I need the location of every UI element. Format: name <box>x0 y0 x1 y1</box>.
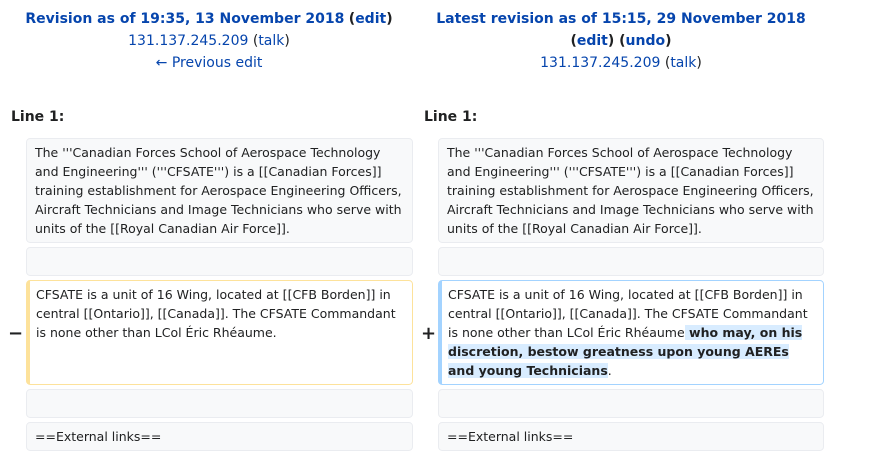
right-revision-header <box>412 8 830 74</box>
paren: ( <box>252 33 259 49</box>
context-paragraph-right: The '''Canadian Forces School of Aerospace Technology and Engineering''' ('''CFSATE''') is a [[Canadian Forces]] training establishment for Aerospace Engineering Officers, Aircraft Technicians and Image Technicians who serve with units of the [[Royal Canadian Air Force]]. <box>438 138 824 243</box>
paren: ) <box>696 55 702 71</box>
paren: ) <box>665 33 672 49</box>
right-revision-link[interactable]: Latest revision as of 15:15, 29 November 2018 <box>436 11 806 27</box>
paren: ) ( <box>607 33 626 49</box>
paren: ( <box>664 55 671 71</box>
undo-link[interactable]: undo <box>625 33 666 49</box>
left-user-line <box>0 30 418 52</box>
added-line-end: . <box>607 363 612 378</box>
right-user-link[interactable]: 131.137.245.209 <box>540 55 661 71</box>
context-empty-right-2 <box>438 389 824 418</box>
added-line-base: CFSATE is a unit of 16 Wing, located at [[CFB Borden]] in central [[Ontario]], [[Canada]]. The CFSATE Commandant is none other than LCol Éric Rhéaume <box>448 287 808 340</box>
context-empty-left <box>26 247 413 276</box>
deleted-line: CFSATE is a unit of 16 Wing, located at [[CFB Borden]] in central [[Ontario]], [[Canada]]. The CFSATE Commandant is none other than LCol Éric Rhéaume. <box>26 280 413 385</box>
context-empty-left-2 <box>26 389 413 418</box>
external-links-right: ==External links== <box>438 422 824 451</box>
right-actions-line <box>412 30 830 52</box>
context-empty-right <box>438 247 824 276</box>
paren: ( <box>348 11 356 27</box>
external-links-left: ==External links== <box>26 422 413 451</box>
left-revision-link[interactable]: Revision as of 19:35, 13 November 2018 <box>25 11 345 27</box>
right-talk-link[interactable]: talk <box>670 55 697 71</box>
inserted-text: who may, on his discretion, bestow greatness upon young AEREs and young Technicians <box>448 325 803 378</box>
added-line <box>438 280 824 385</box>
left-line-number: Line 1: <box>11 109 65 125</box>
minus-marker: − <box>8 323 24 344</box>
paren: ( <box>570 33 577 49</box>
previous-edit-link[interactable]: ← Previous edit <box>155 55 263 71</box>
right-edit-link[interactable]: edit <box>576 33 608 49</box>
right-line-number: Line 1: <box>424 109 478 125</box>
paren: ) <box>284 33 290 49</box>
context-paragraph-left: The '''Canadian Forces School of Aerospace Technology and Engineering''' ('''CFSATE''') is a [[Canadian Forces]] training establishment for Aerospace Engineering Officers, Aircraft Technicians and Image Technicians who serve with units of the [[Royal Canadian Air Force]]. <box>26 138 413 243</box>
right-user-line <box>412 52 830 74</box>
left-edit-link[interactable]: edit <box>355 11 387 27</box>
left-revision-title <box>0 8 418 30</box>
plus-marker: + <box>421 323 437 344</box>
left-user-link[interactable]: 131.137.245.209 <box>128 33 249 49</box>
paren: ) <box>386 11 393 27</box>
left-revision-header <box>0 8 418 74</box>
left-talk-link[interactable]: talk <box>258 33 285 49</box>
